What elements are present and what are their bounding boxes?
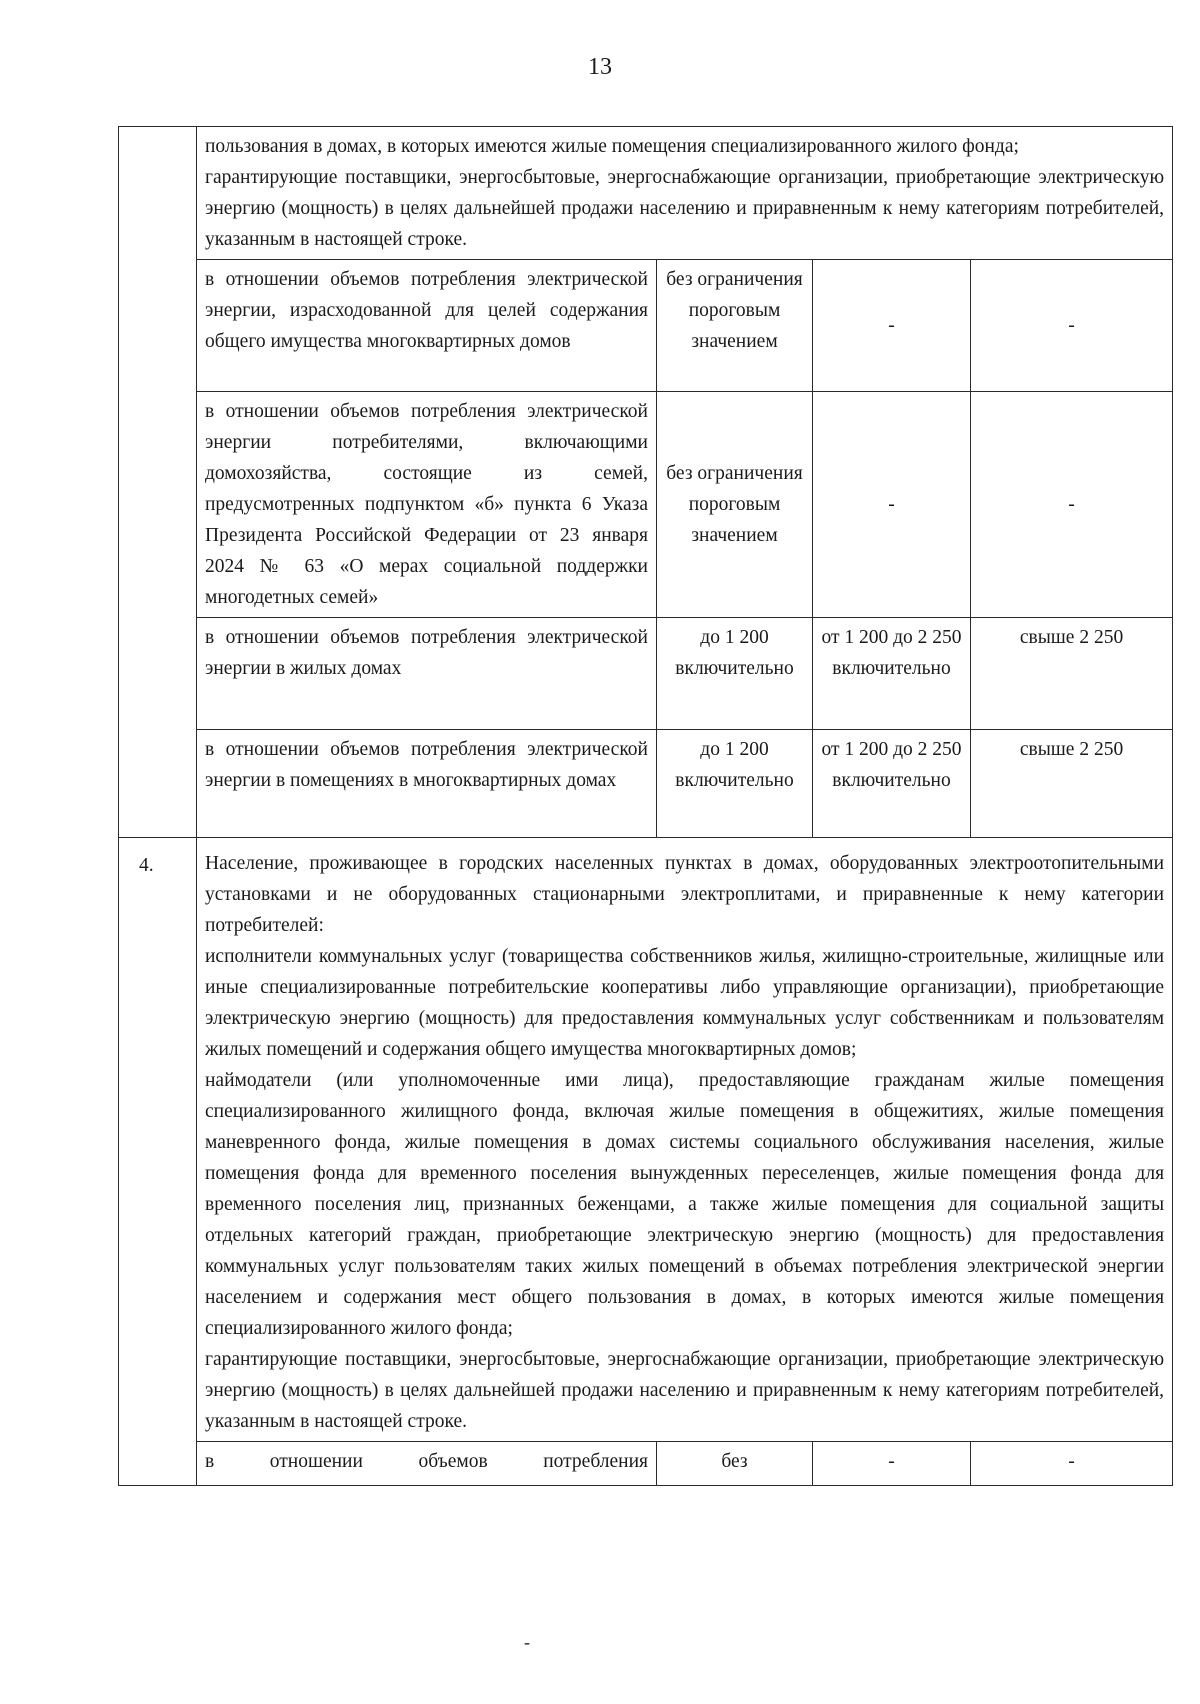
table-row (119, 260, 1173, 392)
table-row (119, 392, 1173, 618)
range1-cell: без (657, 1442, 813, 1486)
range2-cell: - (813, 1442, 971, 1486)
description-cell: в отношении объемов потребления (197, 1442, 657, 1486)
paragraph: наймодатели (или уполномоченные ими лица), предоставляющие гражданам жилые помещения специализированного жилищного фонда, включая жилые помещения в общежитиях, жилые помещения маневренного фонда, жилые помещения в домах системы социального обслуживания населения, жилые помещения фонда для временного поселения вынужденных переселенцев, жилые помещения фонда для временного поселения лиц, признанных беженцами, а также жилые помещения для социальной защиты отдельных категорий граждан, приобретающие электрическую энергию (мощность) для предоставления коммунальных услуг пользователям таких жилых помещений в объемах потребления электрической энергии населением и содержания мест общего пользования в домах, в которых имеются жилые помещения специализированного жилого фонда; (205, 1070, 1165, 1339)
tariff-table (118, 126, 1173, 1486)
table-row (119, 730, 1173, 838)
table-row (119, 838, 1173, 1442)
paragraph: Население, проживающее в городских населенных пунктах в домах, оборудованных электроотопительными установками и не оборудованных стационарными электроплитами, и приравненные к нему категории потребителей: (205, 853, 1165, 936)
paragraph: исполнители коммунальных услуг (товарищества собственников жилья, жилищно-строительные, жилищные или иные специализированные потребительские кооперативы либо управляющие организации), приобретающие электрическую энергию (мощность) для предоставления коммунальных услуг собственникам и пользователям жилых помещений и содержания общего имущества многоквартирных домов; (205, 946, 1165, 1060)
row-number-cell: 4. (119, 838, 197, 1486)
table-row (119, 1442, 1173, 1486)
description-cell: в отношении объемов потребления электрической энергии, израсходованной для целей содержания общего имущества многоквартирных домов (197, 260, 657, 392)
range1-cell: до 1 200 включительно (657, 730, 813, 838)
range1-cell: без ограничения пороговым значением (657, 392, 813, 618)
range2-cell: от 1 200 до 2 250 включительно (813, 730, 971, 838)
paragraph: гарантирующие поставщики, энергосбытовые, энергоснабжающие организации, приобретающие электрическую энергию (мощность) в целях дальнейшей продажи населению и приравненным к нему категориям потребителей, указанным в настоящей строке. (205, 167, 1165, 250)
range2-cell: - (813, 392, 971, 618)
description-cell: в отношении объемов потребления электрической энергии в жилых домах (197, 618, 657, 730)
description-cell: в отношении объемов потребления электрической энергии в помещениях в многоквартирных домах (197, 730, 657, 838)
range3-cell: свыше 2 250 (971, 618, 1173, 730)
range3-cell: - (971, 392, 1173, 618)
bottom-mark: - (524, 1632, 530, 1652)
continuation-text-cell (197, 127, 1173, 260)
table-row (119, 127, 1173, 260)
range2-cell: от 1 200 до 2 250 включительно (813, 618, 971, 730)
range3-cell: - (971, 1442, 1173, 1486)
table-row (119, 618, 1173, 730)
range1-cell: до 1 200 включительно (657, 618, 813, 730)
description-cell: в отношении объемов потребления электрической энергии потребителями, включающими домохозяйства, состоящие из семей, предусмотренных подпунктом «б» пункта 6 Указа Президента Российской Федерации от 23 января 2024 № 63 «О мерах социальной поддержки многодетных семей» (197, 392, 657, 618)
range3-cell: свыше 2 250 (971, 730, 1173, 838)
range2-cell: - (813, 260, 971, 392)
paragraph: пользования в домах, в которых имеются жилые помещения специализированного жилого фонда; (205, 136, 1019, 157)
page-number: 13 (588, 54, 612, 80)
section-text-cell (197, 838, 1173, 1442)
range1-cell: без ограничения пороговым значением (657, 260, 813, 392)
row-number-cell (119, 127, 197, 838)
paragraph: гарантирующие поставщики, энергосбытовые, энергоснабжающие организации, приобретающие электрическую энергию (мощность) в целях дальнейшей продажи населению и приравненным к нему категориям потребителей, указанным в настоящей строке. (205, 1349, 1165, 1432)
range3-cell: - (971, 260, 1173, 392)
